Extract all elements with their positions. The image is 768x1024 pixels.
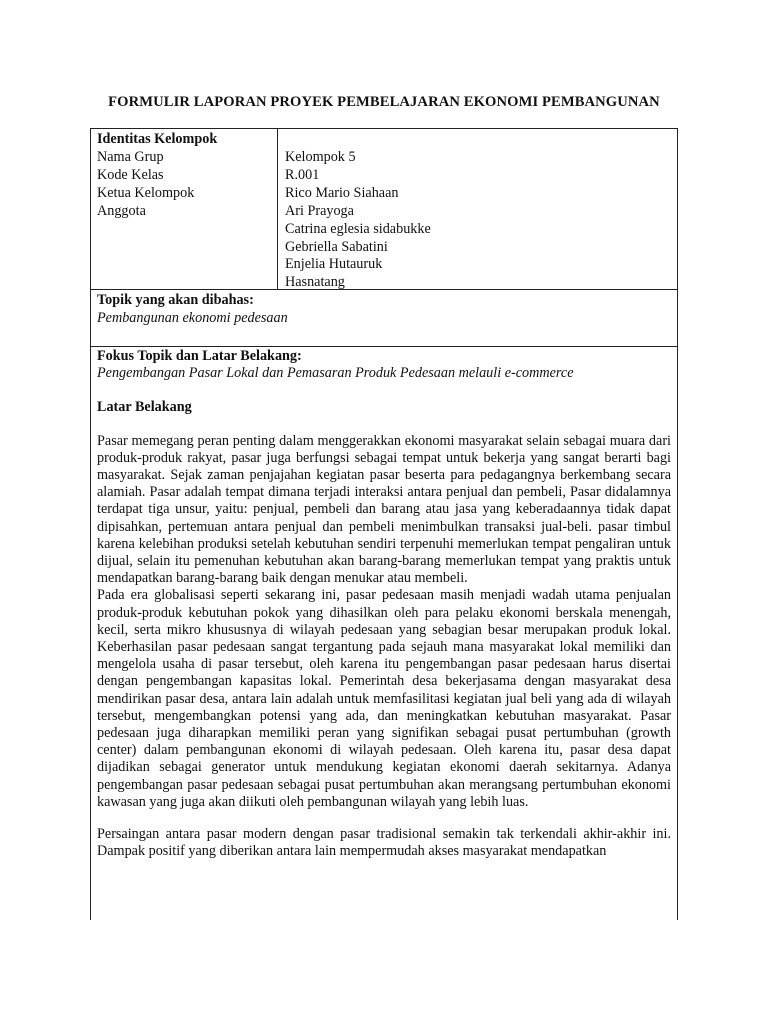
member-name: Ari Prayoga [285,202,354,219]
report-form-table [90,128,678,920]
topic-heading: Topik yang akan dibahas: [97,292,254,308]
label-anggota: Anggota [97,202,146,219]
topic-value: Pembangunan ekonomi pedesaan [97,310,288,326]
identity-labels [97,131,217,221]
value-kode-kelas: R.001 [285,166,320,183]
background-heading: Latar Belakang [97,399,192,416]
identity-values [285,149,431,292]
column-divider [277,129,278,289]
focus-heading: Fokus Topik dan Latar Belakang: [97,348,302,364]
label-kode-kelas: Kode Kelas [97,166,164,183]
value-nama-grup: Kelompok 5 [285,149,356,165]
value-ketua-kelompok: Rico Mario Siahaan [285,184,399,201]
document-title: FORMULIR LAPORAN PROYEK PEMBELAJARAN EKONOMI PEMBANGUNAN [108,94,660,110]
member-name: Gebriella Sabatini [285,238,388,255]
member-name: Enjelia Hutauruk [285,256,383,273]
identity-heading: Identitas Kelompok [97,131,218,147]
focus-value: Pengembangan Pasar Lokal dan Pemasaran Produk Pedesaan melauli e-commerce [97,365,574,382]
identity-section [91,129,677,290]
topic-section [91,290,677,347]
background-paragraph: Persaingan antara pasar modern dengan pasar tradisional semakin tak terkendali akhir-akhir ini. Dampak positif yang diberikan antara lain mempermudah akses masyarakat mendapatkan [97,826,671,860]
background-paragraph: Pada era globalisasi seperti sekarang ini, pasar pedesaan masih menjadi wadah utama penjualan produk-produk kebutuhan pokok yang dihasilkan oleh para pelaku ekonomi berskala menengah, kecil, serta mikro khususnya di wilayah pedesaan yang sebagian besar merupakan produk lokal. Keberhasilan pasar pedesaan sangat tergantung pada sejauh mana masyarakat lokal memiliki dan mengelola usaha di pasar tersebut, oleh karena itu pengembangan pasar pedesaan harus disertai dengan pengembangan kapasitas lokal. Pemerintah desa bekerjasama dengan masyarakat desa mendirikan pasar desa, antara lain adalah untuk memfasilitasi kegiatan jual beli yang ada di wilayah tersebut, mengembangkan potensi yang ada, dan meningkatkan kebutuhan masyarakat. Pasar pedesaan juga diharapkan memiliki peran yang signifikan sebagai pusat pertumbuhan (growth center) dalam pembangunan ekonomi di wilayah pedesaan. Oleh karena itu, pasar desa dapat dijadikan sebagai generator untuk mendukung kegiatan ekonomi daerah sekitarnya. Adanya pengembangan pasar pedesaan sebagai pusat pertumbuhan akan merangsang pertumbuhan ekonomi kawasan yang juga akan diikuti oleh pembangunan wilayah yang lebih luas. [97,587,671,810]
member-name: Catrina eglesia sidabukke [285,220,431,237]
member-name: Hasnatang [285,274,345,291]
background-paragraph: Pasar memegang peran penting dalam menggerakkan ekonomi masyarakat selain sebagai muara dari produk-produk rakyat, pasar juga berfungsi sebagai tempat untuk bekerja yang sangat berarti bagi masyarakat. Sejak zaman penjajahan kegiatan pasar beserta para pedagangnya berkembang secara alamiah. Pasar adalah tempat dimana terjadi interaksi antara penjual dan pembeli, Pasar didalamnya terdapat tiga unsur, yaitu: penjual, pembeli dan barang atau jasa yang keberadaannya tidak dapat dipisahkan, pertemuan antara penjual dan pembeli menimbulkan transaksi jual-beli. pasar timbul karena kelebihan produksi setelah kebutuhan sendiri terpenuhi memerlukan tempat pengaliran untuk dijual, selain itu pemenuhan kebutuhan akan barang-barang memerlukan tempat yang praktis untuk mendapatkan barang-barang baik dengan menukar atau membeli. [97,432,671,587]
label-ketua-kelompok: Ketua Kelompok [97,184,195,201]
label-nama-grup: Nama Grup [97,148,164,165]
